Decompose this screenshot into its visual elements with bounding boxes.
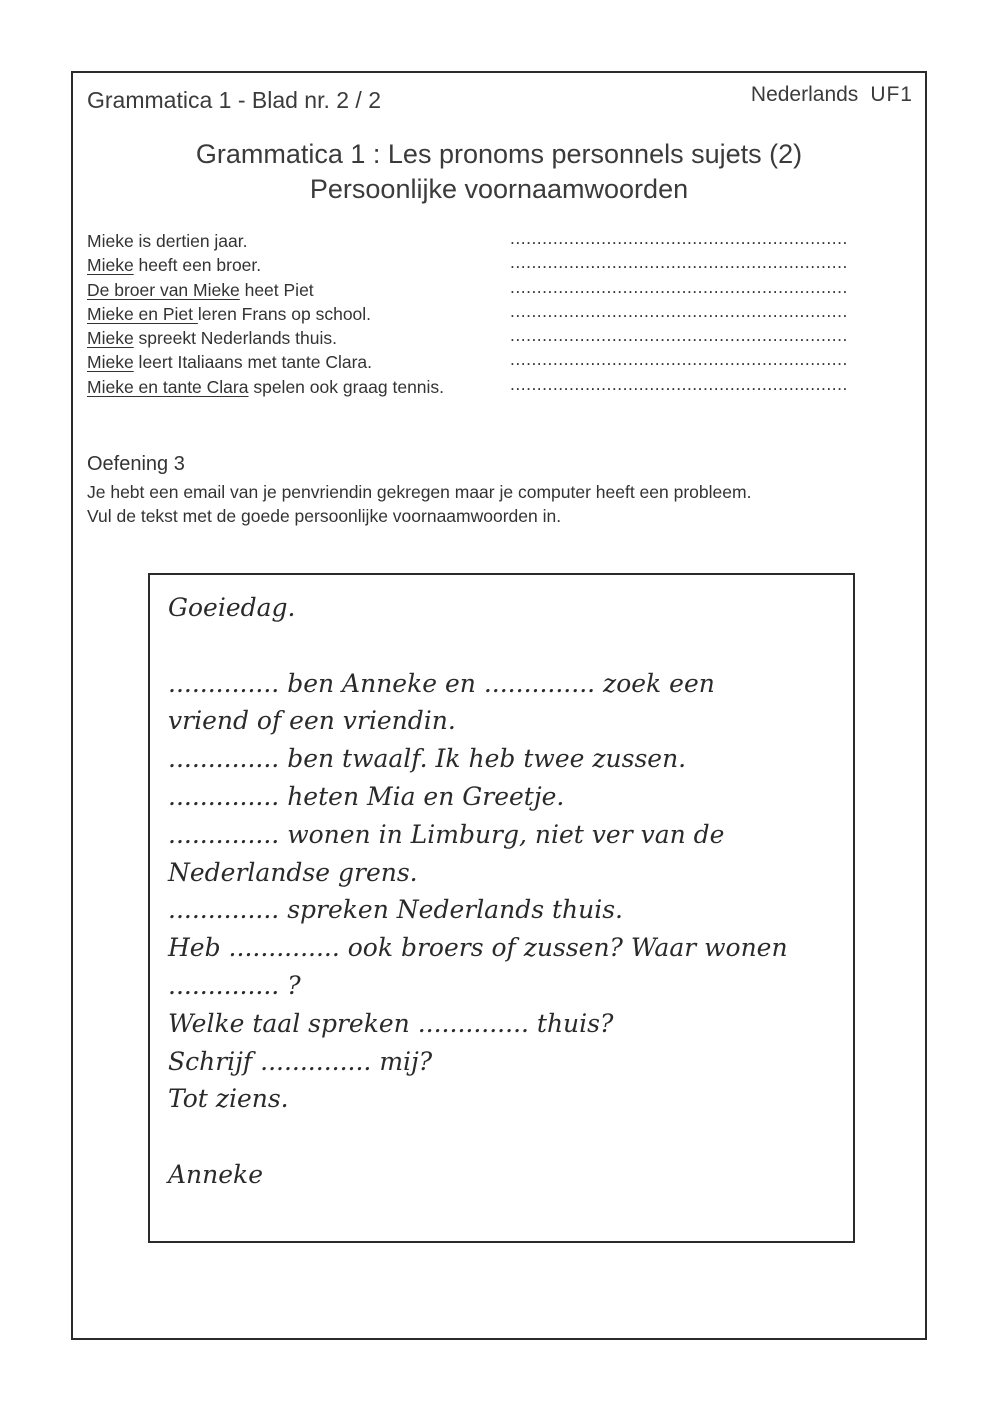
subject-label: Nederlands: [750, 83, 859, 106]
letter-line: .............. heten Mia en Greetje.: [168, 781, 565, 811]
answer-blank[interactable]: ...............................................................: [510, 373, 848, 394]
sentence-rest: Mieke is dertien jaar.: [87, 231, 248, 251]
sentence-text: [87, 328, 337, 349]
blank-line: [168, 627, 848, 665]
sentence-row: [87, 373, 848, 401]
exercise-instruction: Vul de tekst met de goede persoonlijke voornaamwoorden in.: [87, 506, 562, 526]
letter-line: .............. wonen in Limburg, niet ver van de: [168, 819, 725, 849]
sentence-list: [87, 228, 848, 401]
answer-blank[interactable]: ...............................................................: [510, 300, 848, 321]
sentence-text: [87, 304, 371, 325]
letter-line: Goeiedag.: [168, 593, 296, 622]
exercise-title: Oefening 3: [87, 453, 185, 475]
underlined-subject: Mieke en tante Clara: [87, 376, 249, 397]
page-subtitle: Persoonlijke voornaamwoorden: [309, 174, 689, 204]
page-title: Grammatica 1 : Les pronoms personnels sujets (2): [195, 139, 803, 169]
sentence-rest: spelen ook graag tennis.: [248, 376, 445, 397]
sentence-rest: heeft een broer.: [133, 255, 262, 276]
sentence-rest: leren Frans op school.: [197, 303, 372, 324]
underlined-subject: De broer van Mieke: [87, 279, 240, 300]
underlined-subject: Mieke: [87, 328, 134, 349]
letter-line: Heb .............. ook broers of zussen? Waar wonen: [168, 933, 788, 963]
underlined-subject: Mieke en Piet: [87, 303, 198, 324]
sentence-text: [87, 352, 372, 373]
letter-text: [168, 589, 848, 1194]
letter-line: .............. ben twaalf. Ik heb twee zussen.: [168, 744, 687, 774]
underlined-subject: Mieke: [87, 352, 134, 373]
letter-line: Nederlandse grens.: [168, 857, 418, 887]
letter-line: Tot ziens.: [168, 1084, 289, 1114]
letter-line: vriend of een vriendin.: [168, 706, 456, 736]
worksheet-page: [71, 71, 927, 1340]
email-letter-box: [148, 573, 855, 1243]
sentence-rest: leert Italiaans met tante Clara.: [133, 352, 372, 373]
underlined-subject: Mieke: [87, 255, 134, 276]
exercise-instruction: Je hebt een email van je penvriendin gekregen maar je computer heeft een probleem.: [87, 482, 752, 502]
answer-blank[interactable]: ...............................................................: [510, 276, 848, 297]
letter-line: Welke taal spreken .............. thuis?: [168, 1008, 614, 1038]
answer-blank[interactable]: ...............................................................: [510, 252, 848, 273]
sentence-text: [87, 280, 314, 301]
letter-line: Schrijf .............. mij?: [168, 1046, 433, 1076]
unit-code: UF1: [870, 83, 913, 106]
answer-blank[interactable]: ...............................................................: [510, 228, 848, 248]
sheet-label: Grammatica 1 - Blad nr. 2 / 2: [87, 87, 382, 113]
letter-line: .............. ?: [168, 970, 301, 1000]
answer-blank[interactable]: ...............................................................: [510, 325, 848, 346]
sentence-rest: heet Piet: [239, 279, 314, 300]
letter-line: Anneke: [168, 1159, 263, 1189]
letter-line: .............. ben Anneke en .............. zoek een: [168, 668, 715, 698]
sentence-text: [87, 231, 248, 252]
sentence-text: [87, 377, 444, 398]
sentence-rest: spreekt Nederlands thuis.: [133, 328, 337, 349]
subject-header: [751, 83, 913, 107]
blank-line: [168, 1118, 848, 1156]
sentence-text: [87, 255, 261, 276]
answer-blank[interactable]: ...............................................................: [510, 349, 848, 370]
letter-line: .............. spreken Nederlands thuis.: [168, 895, 623, 925]
